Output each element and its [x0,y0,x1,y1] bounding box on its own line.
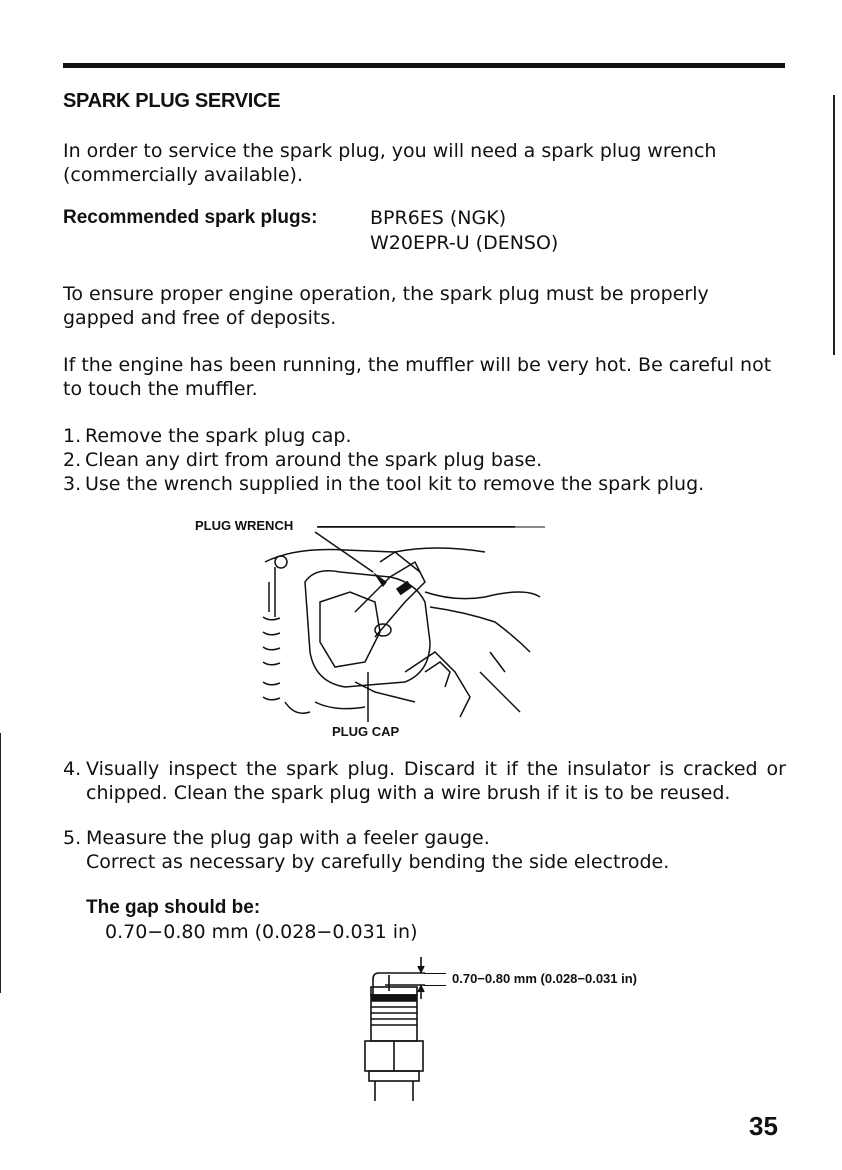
page-number: 35 [749,1111,778,1141]
top-rule [63,63,785,68]
label-plug-cap: PLUG CAP [332,724,400,739]
step-number: 1. [63,425,82,447]
gap-value: 0.70−0.80 mm (0.028−0.031 in) [105,921,418,943]
plug-wrench-illustration [255,522,545,727]
recommended-plug-ngk: BPR6ES (NGK) [370,207,507,229]
step-text: Measure the plug gap with a feeler gauge. [86,827,490,849]
step-text: Remove the spark plug cap. [85,425,352,447]
page-edge-line [833,95,835,355]
gap-dimension-label: 0.70−0.80 mm (0.028−0.031 in) [452,971,638,986]
step-text: Use the wrench supplied in the tool kit to remove the spark plug. [85,473,705,495]
step-item [63,448,785,472]
gap-marker-line [424,973,446,974]
intro-paragraph: In order to service the spark plug, you will need a spark plug wrench (commercially available). [63,140,717,186]
step-number: 5. [63,827,82,849]
recommended-label: Recommended spark plugs: [63,207,318,228]
muffler-warning: If the engine has been running, the muffler will be very hot. Be careful not to touch the muffler. [63,354,772,400]
gap-marker-line [424,985,446,986]
step-item [63,424,785,448]
step-number: 2. [63,449,82,471]
step-text: Clean any dirt from around the spark plug base. [85,449,543,471]
recommended-plug-denso: W20EPR-U (DENSO) [370,232,559,254]
page-title: SPARK PLUG SERVICE [63,90,281,112]
step-number: 4. [63,758,82,780]
step-text: Visually inspect the spark plug. Discard it if the insulator is cracked or chipped. Clean the spark plug with a wire brush if it is to be reused. [86,758,786,804]
gap-heading: The gap should be: [86,897,261,918]
spark-plug-gap-diagram [355,955,435,1103]
gap-paragraph: To ensure proper engine operation, the spark plug must be properly gapped and free of deposits. [63,283,709,329]
wrench-leader-line [318,526,515,527]
step-text-continued: Correct as necessary by carefully bending the side electrode. [86,851,670,873]
step-number: 3. [63,473,82,495]
page-edge-line [0,733,1,993]
step-item [63,472,785,496]
label-plug-wrench: PLUG WRENCH [195,518,294,533]
